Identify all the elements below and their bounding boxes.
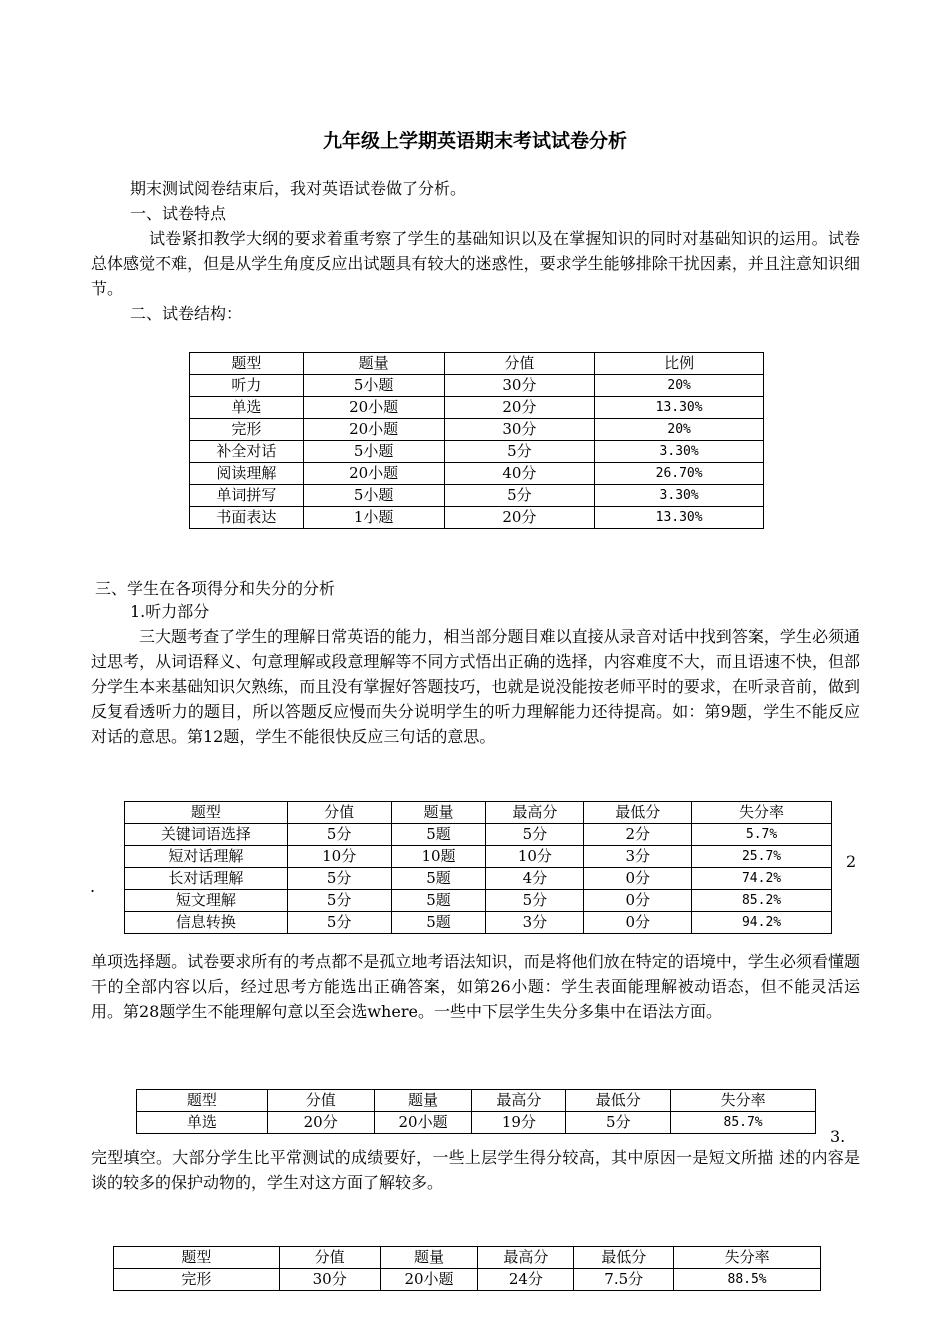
table-header-cell: 分值 (267, 1090, 374, 1112)
table-cell: 3.30% (595, 485, 764, 507)
table-row (125, 890, 832, 912)
table-cell: 2分 (584, 824, 692, 846)
table-row (190, 463, 764, 485)
section3-heading: 三、学生在各项得分和失分的分析 (95, 579, 336, 598)
table-cell: 单选 (137, 1112, 268, 1134)
table-header-cell: 最低分 (584, 802, 692, 824)
table-cell: 20小题 (374, 1112, 472, 1134)
table-header-cell: 分值 (287, 802, 391, 824)
table-cell: 30分 (444, 375, 595, 397)
table-header-cell: 最低分 (566, 1090, 671, 1112)
section1-heading: 一、试卷特点 (130, 204, 227, 223)
table-header-cell: 最高分 (486, 802, 584, 824)
table-header-cell: 题量 (380, 1247, 478, 1269)
table-cell: 5小题 (303, 441, 444, 463)
listening-body: 三大题考查了学生的理解日常英语的能力，相当部分题目难以直接从录音对话中找到答案，学生必须通过思考，从词语释义、句意理解或段意理解等不同方式悟出正确的选择，内容难度不大，而且语速不快，但部分学生本来基础知识欠熟练，而且没有掌握好答题技巧，也就是说没能按老师平时的要求，在听录音前，做到反复看透听力的题目，所以答题反应慢而失分说明学生的听力理解能力还待提高。如：第9题，学生不能反应对话的意思。第12题，学生不能很快反应三句话的意思。 (91, 627, 860, 746)
table-header-cell: 分值 (279, 1247, 380, 1269)
table-row (125, 846, 832, 868)
table-header-cell: 失分率 (671, 1090, 816, 1112)
table-cell: 长对话理解 (125, 868, 288, 890)
table-cell: 19分 (472, 1112, 566, 1134)
table-row (125, 868, 832, 890)
single-table (136, 1089, 816, 1134)
table-header-cell: 分值 (444, 353, 595, 375)
table-cell: 5分 (287, 824, 391, 846)
table-row (190, 441, 764, 463)
table-cell: 5题 (391, 868, 486, 890)
table-header-cell: 题量 (374, 1090, 472, 1112)
table-cell: 88.5% (674, 1269, 821, 1291)
table-cell: 20小题 (303, 397, 444, 419)
table-header-cell: 题量 (391, 802, 486, 824)
table-header-cell: 题型 (190, 353, 304, 375)
table-row (190, 507, 764, 529)
table-cell: 短文理解 (125, 890, 288, 912)
table-cell: 10题 (391, 846, 486, 868)
intro-text: 期末测试阅卷结束后，我对英语试卷做了分析。 (130, 179, 467, 198)
table-cell: 74.2% (692, 868, 832, 890)
table-header-cell: 失分率 (674, 1247, 821, 1269)
section1-body: 试卷紧扣教学大纲的要求着重考察了学生的基础知识以及在掌握知识的同时对基础知识的运用。试卷总体感觉不难，但是从学生角度反应出试题具有较大的迷惑性，要求学生能够排除干扰因素，并且注意知识细节。 (91, 229, 860, 298)
table-cell: 85.2% (692, 890, 832, 912)
page-title: 九年级上学期英语期末考试试卷分析 (322, 130, 627, 152)
table-cell: 5题 (391, 824, 486, 846)
listening-table (124, 801, 832, 934)
table-header-row (125, 802, 832, 824)
table-cell: 书面表达 (190, 507, 304, 529)
table-cell: 10分 (287, 846, 391, 868)
table-cell: 补全对话 (190, 441, 304, 463)
table-cell: 7.5分 (574, 1269, 674, 1291)
table-cell: 5分 (444, 485, 595, 507)
table-header-cell: 题量 (303, 353, 444, 375)
table-cell: 20小题 (303, 463, 444, 485)
table-cell: 0分 (584, 890, 692, 912)
table-cell: 5题 (391, 912, 486, 934)
marker-3: 3. (830, 1127, 846, 1146)
table-header-row (114, 1247, 821, 1269)
table-cell: 20小题 (303, 419, 444, 441)
table-cell: 3分 (584, 846, 692, 868)
table-cell: 25.7% (692, 846, 832, 868)
table-cell: 1小题 (303, 507, 444, 529)
table-header-cell: 题型 (114, 1247, 280, 1269)
table-cell: 听力 (190, 375, 304, 397)
table-cell: 20% (595, 375, 764, 397)
marker-dot: . (90, 877, 96, 896)
table-cell: 5分 (444, 441, 595, 463)
table-row (125, 824, 832, 846)
table-cell: 0分 (584, 912, 692, 934)
table-row (190, 397, 764, 419)
table-header-cell: 题型 (137, 1090, 268, 1112)
table-cell: 短对话理解 (125, 846, 288, 868)
table-header-cell: 失分率 (692, 802, 832, 824)
table-cell: 5小题 (303, 485, 444, 507)
table-cell: 5分 (287, 890, 391, 912)
section2-heading: 二、试卷结构： (130, 304, 243, 323)
table-cell: 5分 (566, 1112, 671, 1134)
table-cell: 20分 (444, 507, 595, 529)
table-cell: 24分 (478, 1269, 574, 1291)
table-row (190, 375, 764, 397)
table-cell: 3分 (486, 912, 584, 934)
table-header-cell: 最低分 (574, 1247, 674, 1269)
table-cell: 13.30% (595, 397, 764, 419)
table-header-cell: 比例 (595, 353, 764, 375)
table-cell: 20分 (267, 1112, 374, 1134)
table-cell: 完形 (190, 419, 304, 441)
table-cell: 5题 (391, 890, 486, 912)
marker-2: 2 (846, 852, 857, 871)
table-header-row (137, 1090, 816, 1112)
table-cell: 20小题 (380, 1269, 478, 1291)
table-cell: 30分 (444, 419, 595, 441)
table-cell: 40分 (444, 463, 595, 485)
table-header-cell: 最高分 (478, 1247, 574, 1269)
table-cell: 20分 (444, 397, 595, 419)
table-row (190, 419, 764, 441)
table-row (190, 485, 764, 507)
table-cell: 4分 (486, 868, 584, 890)
table-header-row (190, 353, 764, 375)
table-row (125, 912, 832, 934)
table-row (114, 1269, 821, 1291)
table-cell: 信息转换 (125, 912, 288, 934)
structure-table (189, 352, 764, 529)
table-cell: 5分 (486, 890, 584, 912)
single-choice-body: 单项选择题。试卷要求所有的考点都不是孤立地考语法知识，而是将他们放在特定的语境中，学生必须看懂题干的全部内容以后，经过思考方能选出正确答案，如第26小题：学生表面能理解被动语态，但不能灵活运用。第28题学生不能理解句意以至会选where。一些中下层学生失分多集中在语法方面。 (91, 952, 860, 1021)
table-cell: 0分 (584, 868, 692, 890)
table-cell: 10分 (486, 846, 584, 868)
table-cell: 5分 (287, 868, 391, 890)
listening-heading: 1.听力部分 (130, 602, 210, 621)
table-cell: 20% (595, 419, 764, 441)
table-cell: 5小题 (303, 375, 444, 397)
table-cell: 阅读理解 (190, 463, 304, 485)
cloze-table (113, 1246, 821, 1291)
table-cell: 30分 (279, 1269, 380, 1291)
cloze-body: 完型填空。大部分学生比平常测试的成绩要好，一些上层学生得分较高，其中原因一是短文所描 述的内容是谈的较多的保护动物的，学生对这方面了解较多。 (91, 1148, 860, 1192)
table-cell: 13.30% (595, 507, 764, 529)
table-cell: 5.7% (692, 824, 832, 846)
table-cell: 3.30% (595, 441, 764, 463)
table-cell: 85.7% (671, 1112, 816, 1134)
table-cell: 完形 (114, 1269, 280, 1291)
table-header-cell: 最高分 (472, 1090, 566, 1112)
table-row (137, 1112, 816, 1134)
table-cell: 94.2% (692, 912, 832, 934)
table-cell: 26.70% (595, 463, 764, 485)
table-cell: 关键词语选择 (125, 824, 288, 846)
table-cell: 5分 (486, 824, 584, 846)
table-cell: 单选 (190, 397, 304, 419)
table-header-cell: 题型 (125, 802, 288, 824)
table-cell: 单词拼写 (190, 485, 304, 507)
table-cell: 5分 (287, 912, 391, 934)
